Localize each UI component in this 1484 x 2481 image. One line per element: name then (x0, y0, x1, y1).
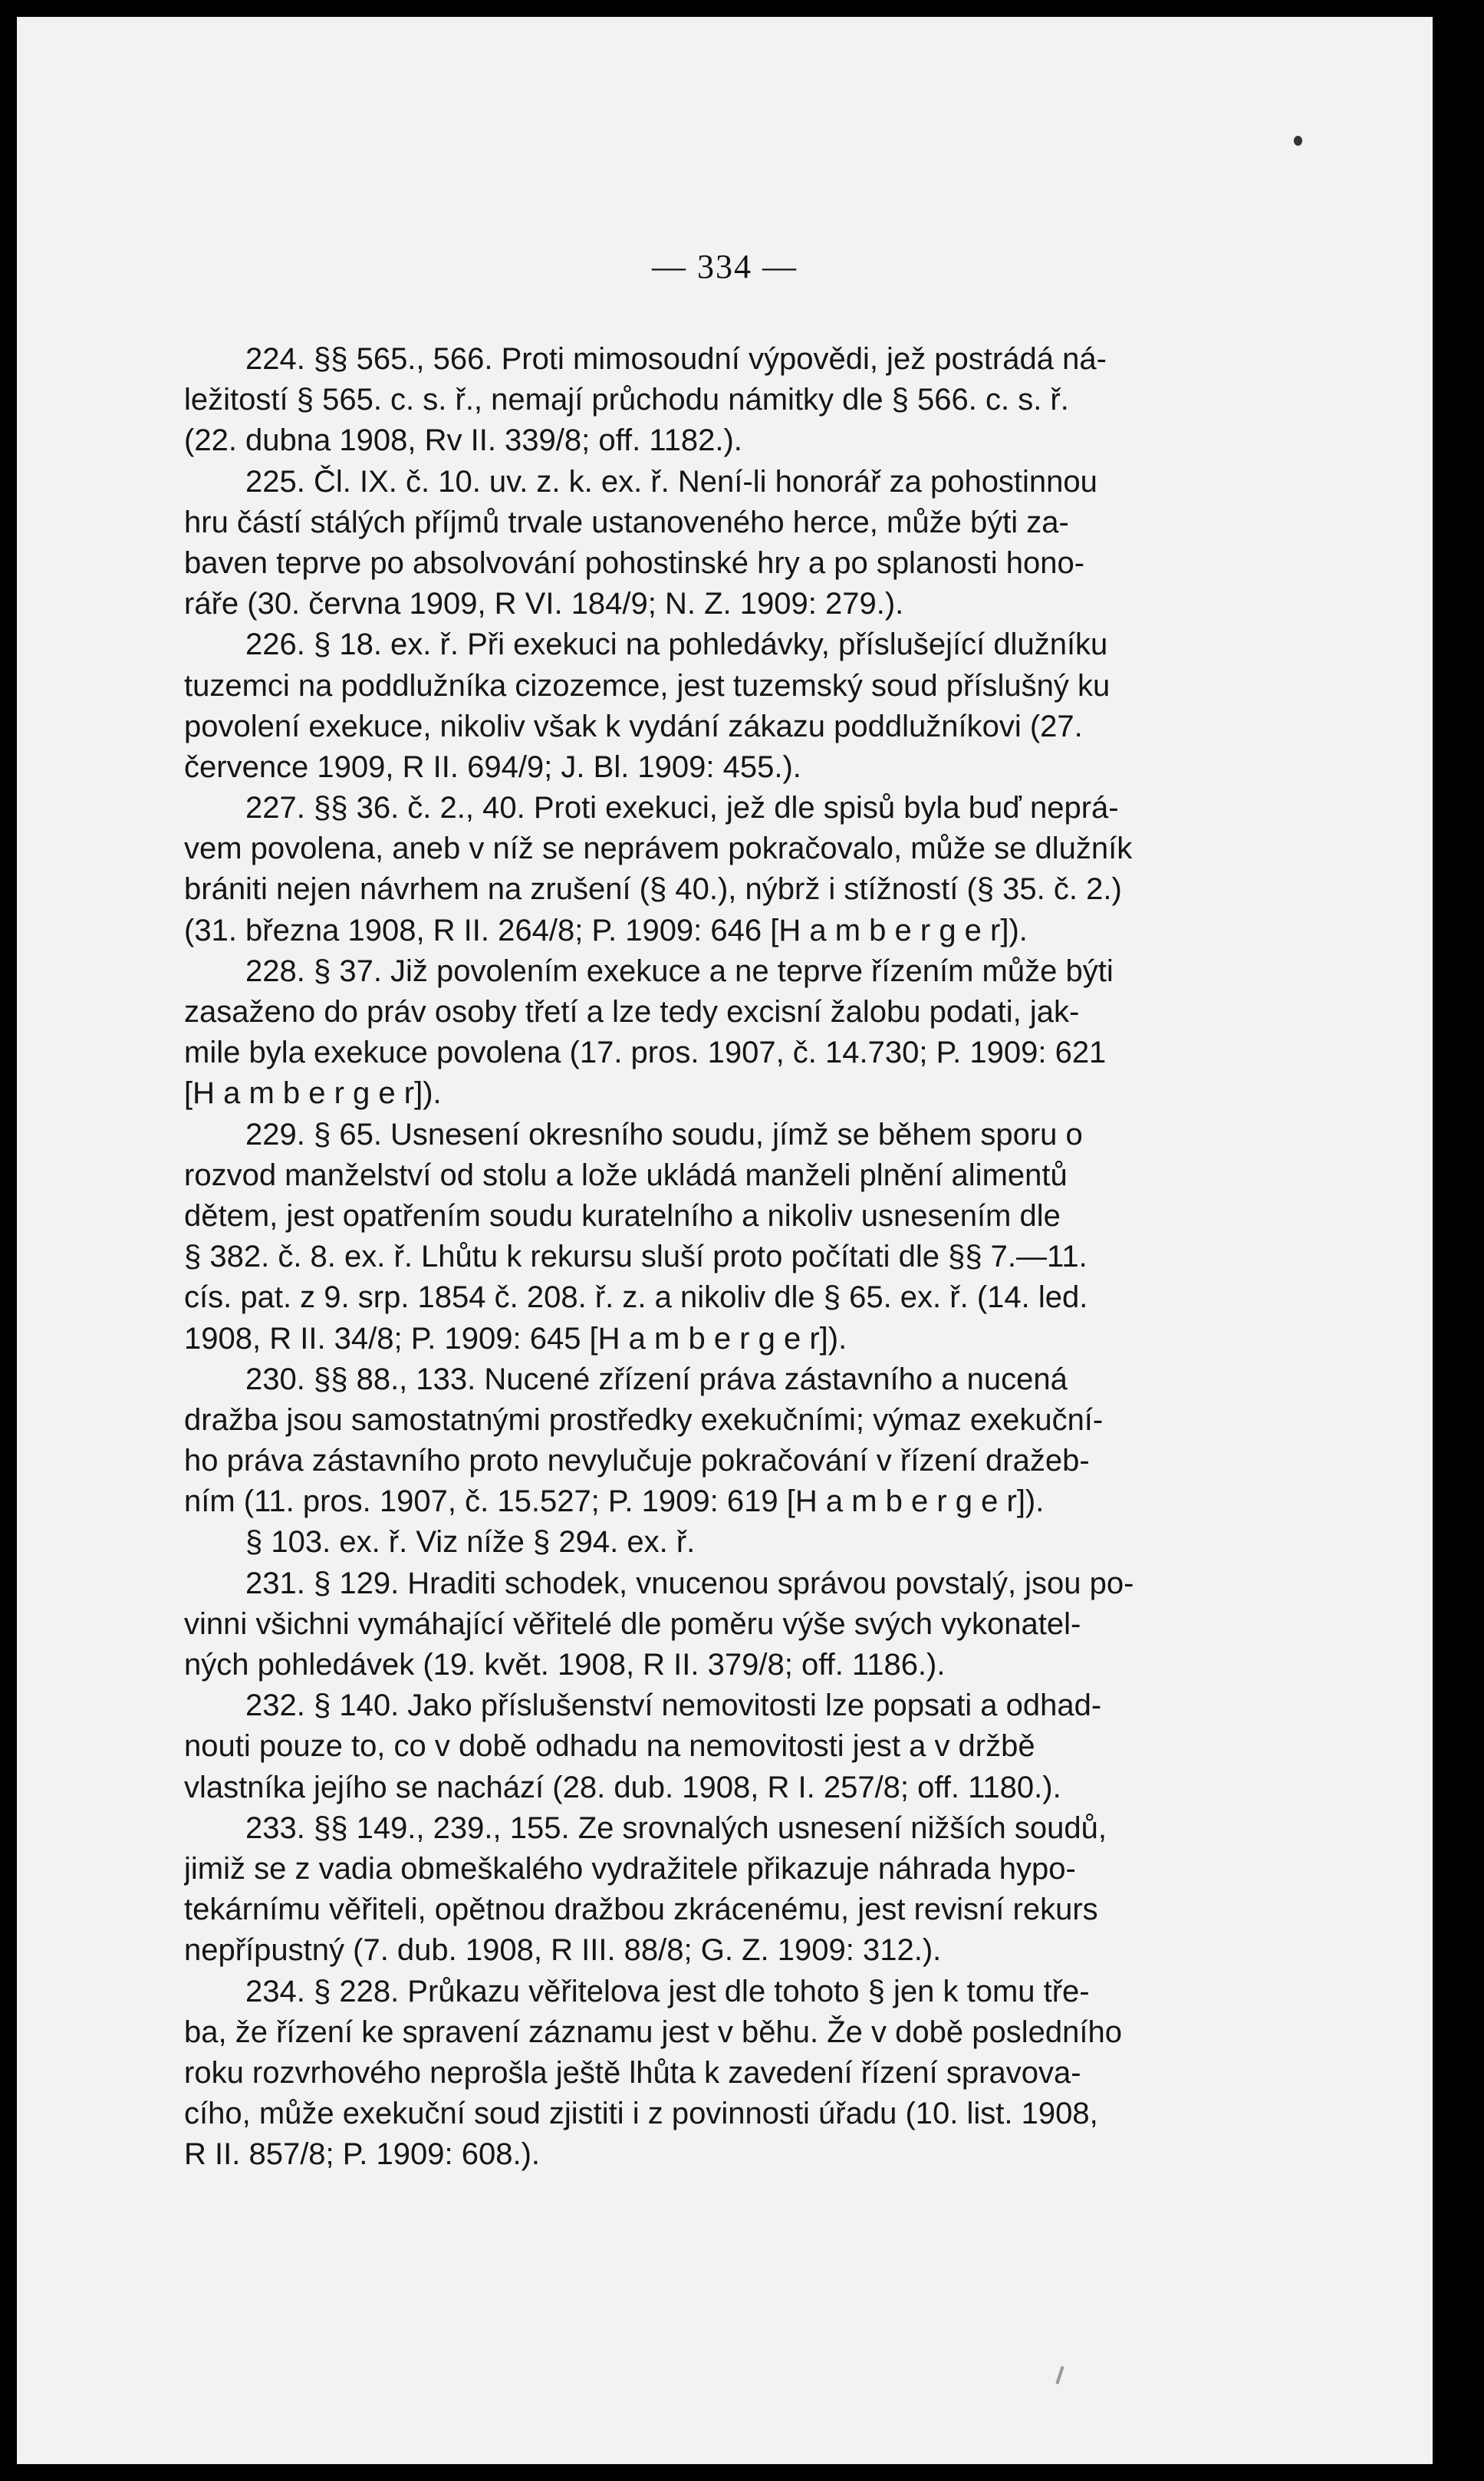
text-line: nouti pouze to, co v době odhadu na nemovitosti jest a v držbě (184, 1729, 1035, 1764)
text-line: ráře (30. června 1909, R VI. 184/9; N. Z. 1909: 279.). (184, 587, 904, 621)
scanned-page (17, 17, 1433, 2464)
text-line: povolení exekuce, nikoliv však k vydání zákazu poddlužníkovi (27. (184, 709, 1083, 743)
text-line: ním (11. pros. 1907, č. 15.527; P. 1909: 619 [H a m b e r g e r]). (184, 1484, 1045, 1519)
page-number: — 334 — (652, 248, 798, 285)
text-line: ho práva zástavního proto nevylučuje pokračování v řízení dražeb- (184, 1444, 1090, 1478)
text-line: dražba jsou samostatnými prostředky exekučními; výmaz exekuční- (184, 1402, 1104, 1437)
text-line: 225. Čl. IX. č. 10. uv. z. k. ex. ř. Není-li honorář za pohostinnou (245, 464, 1097, 499)
text-line: roku rozvrhového neprošla ještě lhůta k zavedení řízení spravova- (184, 2055, 1081, 2090)
text-line: vlastníka jejího se nachází (28. dub. 1908, R I. 257/8; off. 1180.). (184, 1770, 1061, 1804)
text-line: rozvod manželství od stolu a lože ukládá manželi plnění alimentů (184, 1158, 1068, 1192)
text-line: ba, že řízení ke spravení záznamu jest v běhu. Že v době posledního (184, 2015, 1122, 2049)
text-line: dětem, jest opatřením soudu kuratelního a nikoliv usnesením dle (184, 1198, 1061, 1233)
text-line: 231. § 129. Hraditi schodek, vnucenou správou povstalý, jsou po- (245, 1566, 1134, 1600)
text-line: jimiž se z vadia obmeškalého vydražitele přikazuje náhrada hypo- (184, 1851, 1076, 1886)
text-line: (22. dubna 1908, Rv II. 339/8; off. 1182.). (184, 423, 742, 458)
body-text (184, 339, 1362, 2175)
text-line: 229. § 65. Usnesení okresního soudu, jímž se během sporu o (245, 1117, 1083, 1152)
text-line: mile byla exekuce povolena (17. pros. 1907, č. 14.730; P. 1909: 621 (184, 1036, 1107, 1070)
text-line: (31. března 1908, R II. 264/8; P. 1909: 646 [H a m b e r g e r]). (184, 913, 1028, 947)
text-line: vem povolena, aneb v níž se neprávem pokračovalo, může se dlužník (184, 832, 1133, 866)
text-line: R II. 857/8; P. 1909: 608.). (184, 2137, 541, 2172)
text-line: července 1909, R II. 694/9; J. Bl. 1909: 455.). (184, 750, 801, 784)
text-line: ležitostí § 565. c. s. ř., nemají průchodu námitky dle § 566. c. s. ř. (184, 383, 1069, 417)
text-line: cís. pat. z 9. srp. 1854 č. 208. ř. z. a nikoliv dle § 65. ex. ř. (14. led. (184, 1280, 1088, 1315)
scan-mark (1055, 2366, 1064, 2384)
text-line: ných pohledávek (19. květ. 1908, R II. 379/8; off. 1186.). (184, 1648, 946, 1682)
text-line: 1908, R II. 34/8; P. 1909: 645 [H a m b e r g e r]). (184, 1321, 847, 1356)
text-line: 232. § 140. Jako příslušenství nemovitosti lze popsati a odhad- (245, 1689, 1102, 1723)
text-line: 226. § 18. ex. ř. Při exekuci na pohledávky, příslušející dlužníku (245, 628, 1108, 662)
text-line: 230. §§ 88., 133. Nucené zřízení práva zástavního a nucená (245, 1362, 1068, 1396)
text-line: hru částí stálých příjmů trvale ustanoveného herce, může býti za- (184, 505, 1069, 539)
text-line: 228. § 37. Již povolením exekuce a ne teprve řízením může býti (245, 954, 1114, 988)
text-line: § 103. ex. ř. Viz níže § 294. ex. ř. (245, 1525, 696, 1560)
scan-speck (1294, 136, 1302, 146)
text-line: 233. §§ 149., 239., 155. Ze srovnalých usnesení nižších soudů, (245, 1811, 1107, 1845)
text-line: 224. §§ 565., 566. Proti mimosoudní výpovědi, jež postrádá ná- (245, 342, 1107, 376)
text-line: vinni všichni vymáhající věřitelé dle poměru výše svých vykonatel- (184, 1606, 1081, 1641)
text-line: tekárnímu věřiteli, opětnou dražbou zkrácenému, jest revisní rekurs (184, 1893, 1098, 1927)
text-line: baven teprve po absolvování pohostinské hry a po splanosti hono- (184, 545, 1085, 580)
text-line: cího, může exekuční soud zjistiti i z povinnosti úřadu (10. list. 1908, (184, 2097, 1098, 2131)
text-line: 227. §§ 36. č. 2., 40. Proti exekuci, jež dle spisů byla buď neprá- (245, 791, 1119, 825)
text-line: 234. § 228. Průkazu věřitelova jest dle tohoto § jen k tomu tře- (245, 1974, 1090, 2008)
text-line: zasaženo do práv osoby třetí a lze tedy excisní žalobu podati, jak- (184, 995, 1080, 1029)
text-line: [H a m b e r g e r]). (184, 1076, 442, 1111)
text-line: tuzemci na poddlužníka cizozemce, jest tuzemský soud příslušný ku (184, 668, 1111, 703)
text-line: § 382. č. 8. ex. ř. Lhůtu k rekursu sluší proto počítati dle §§ 7.—11. (184, 1240, 1087, 1274)
text-line: brániti nejen návrhem na zrušení (§ 40.), nýbrž i stížností (§ 35. č. 2.) (184, 872, 1122, 907)
text-line: nepřípustný (7. dub. 1908, R III. 88/8; G. Z. 1909: 312.). (184, 1933, 942, 1968)
